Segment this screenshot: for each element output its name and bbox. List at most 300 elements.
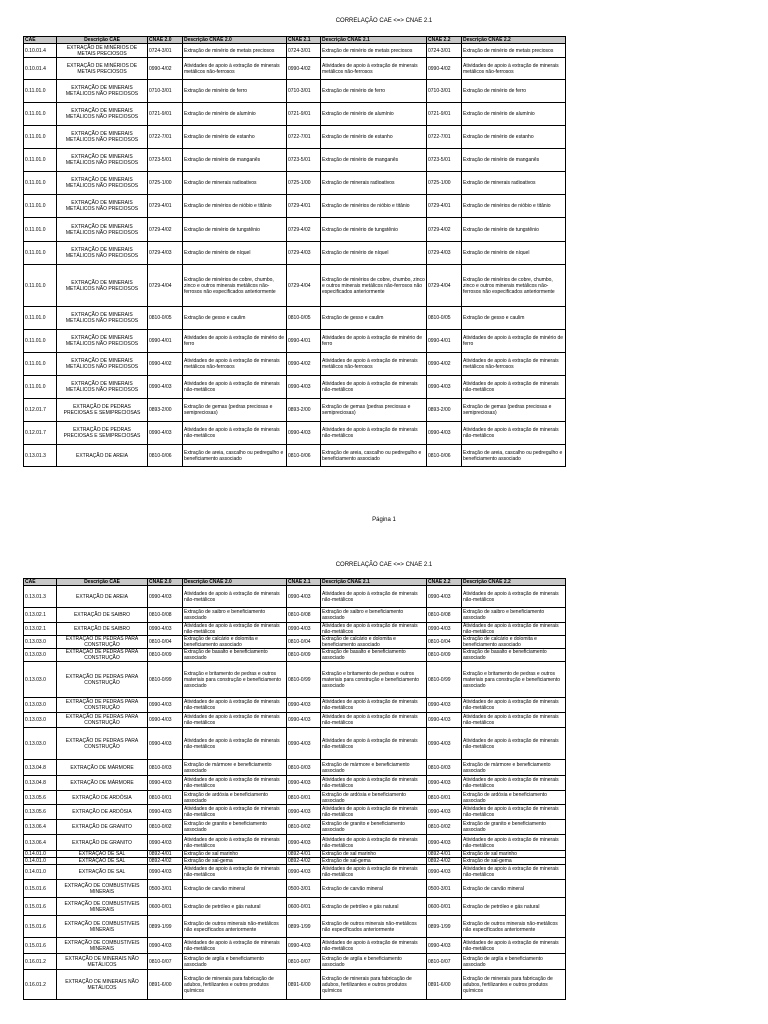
cell-cnae-22: 0810-0/05 [427,307,462,330]
cell-descricao-cnae-21: Extração de minerais radioativos [321,172,427,195]
cell-descricao-cnae-20: Extração de petróleo e gás natural [183,898,287,916]
page-number: Página 1 [372,517,396,523]
header-cnae-22: CNAE 2.2 [427,37,462,44]
sheet-title: CORRELAÇÃO CAE <=> CNAE 2.1 [335,18,433,24]
cell-descricao-cae: EXTRAÇÃO DE GRANITO [57,835,148,851]
table-row [24,698,566,713]
cell-cnae-20: 0990-4/03 [148,835,183,851]
cell-cae: 0.11.01.0 [24,376,57,399]
cell-descricao-cnae-21: Atividades de apoio à extração de minerais não-metálicos [321,713,427,728]
cell-descricao-cnae-21: Extração de minério de metais preciosos [321,44,427,58]
cell-descricao-cnae-22: Extração de outros minerais não-metálicos não especificados anteriormente [462,916,566,938]
cell-cae: 0.13.03.0 [24,662,57,698]
cell-cnae-20: 0600-0/01 [148,898,183,916]
cell-cnae-21: 0899-1/99 [287,916,321,938]
cell-descricao-cae: EXTRAÇÃO DE COMBUSTIVEIS MINERAIS [57,916,148,938]
cell-cnae-21: 0990-4/03 [287,376,321,399]
table-row [24,80,566,103]
cell-cnae-22: 0729-4/04 [427,265,462,307]
cell-cnae-21: 0990-4/03 [287,698,321,713]
cell-descricao-cae: EXTRAÇÃO DE MINERAIS METÁLICOS NÃO PRECIOSOS [57,242,148,265]
cell-descricao-cnae-22: Extração de minerais radioativos [462,172,566,195]
cell-cnae-22: 0729-4/01 [427,195,462,218]
cell-descricao-cnae-20: Atividades de apoio à extração de minerais não-metálicos [183,805,287,820]
cell-descricao-cnae-22: Extração de minério de ferro [462,80,566,103]
cell-cnae-20: 0722-7/01 [148,126,183,149]
cell-descricao-cnae-21: Extração de outros minerais não-metálicos não especificados anteriormente [321,916,427,938]
cell-descricao-cnae-22: Atividades de apoio à extração de minerais não-metálicos [462,776,566,791]
table-row [24,662,566,698]
cell-cae: 0.11.01.0 [24,195,57,218]
cell-cnae-22: 0893-2/00 [427,399,462,422]
cell-cnae-21: 0810-0/06 [287,445,321,467]
cell-cnae-22: 0990-4/03 [427,728,462,760]
cell-descricao-cae: EXTRAÇÃO DE PEDRAS PARA CONSTRUÇÃO [57,728,148,760]
cell-cnae-21: 0892-4/01 [287,851,321,858]
cell-cnae-22: 0990-4/03 [427,376,462,399]
table-header-row [24,579,566,586]
cell-descricao-cae: EXTRAÇÃO DE MINERAIS METÁLICOS NÃO PRECIOSOS [57,376,148,399]
cell-descricao-cae: EXTRAÇÃO DE MINERAIS METÁLICOS NÃO PRECIOSOS [57,353,148,376]
cell-cnae-20: 0990-4/03 [148,728,183,760]
cell-descricao-cnae-22: Extração de petróleo e gás natural [462,898,566,916]
cell-cnae-20: 0990-4/03 [148,586,183,608]
cell-descricao-cae: EXTRAÇÃO DE AREIA [57,586,148,608]
cell-descricao-cae: EXTRAÇÃO DE GRANITO [57,820,148,835]
cell-cae: 0.13.06.4 [24,820,57,835]
cell-cae: 0.13.03.0 [24,636,57,649]
cell-descricao-cnae-20: Atividades de apoio à extração de minerais não-metálicos [183,938,287,954]
cell-cae: 0.13.02.1 [24,608,57,623]
cell-descricao-cae: EXTRAÇÃO DE MINERAIS NÃO METÁLICOS [57,954,148,970]
table-body [24,586,566,1000]
header-descricao-cae: Descrição CAE [57,37,148,44]
cell-descricao-cnae-21: Atividades de apoio à extração de minerais não-metálicos [321,865,427,880]
cell-descricao-cnae-21: Atividades de apoio à extração de minerais não-metálicos [321,623,427,636]
table-row [24,172,566,195]
table-row [24,728,566,760]
cell-descricao-cnae-20: Atividades de apoio à extração de minerais não-metálicos [183,865,287,880]
cell-descricao-cnae-20: Extração de minerais radioativos [183,172,287,195]
cell-cae: 0.11.01.0 [24,126,57,149]
cell-cnae-22: 0990-4/03 [427,586,462,608]
cell-descricao-cae: EXTRAÇÃO DE PEDRAS PARA CONSTRUÇÃO [57,662,148,698]
cell-cnae-20: 0990-4/02 [148,58,183,80]
cell-cnae-21: 0810-0/05 [287,307,321,330]
cell-descricao-cnae-22: Extração de gemas (pedras preciosas e semipreciosas) [462,399,566,422]
cell-cnae-22: 0892-4/02 [427,858,462,865]
cell-descricao-cnae-20: Extração de minério de metais preciosos [183,44,287,58]
cell-descricao-cnae-20: Extração de calcário e dolomita e beneficiamento associado [183,636,287,649]
table-row [24,636,566,649]
cell-descricao-cnae-21: Atividades de apoio à extração de minerais não-metálicos [321,776,427,791]
table-row [24,970,566,1000]
cell-descricao-cnae-22: Extração de minério de estanho [462,126,566,149]
cell-descricao-cnae-20: Atividades de apoio à extração de minerais não-metálicos [183,728,287,760]
cell-descricao-cnae-20: Extração de sal-gema [183,858,287,865]
cell-cnae-21: 0810-0/01 [287,791,321,805]
cell-cnae-20: 0721-9/01 [148,103,183,126]
cell-descricao-cnae-20: Atividades de apoio à extração de minerais metálicos não-ferrosos [183,353,287,376]
cell-cnae-22: 0810-0/07 [427,954,462,970]
cell-cnae-20: 0810-0/06 [148,445,183,467]
cell-cae: 0.13.04.8 [24,760,57,776]
header-cae: CAE [24,37,57,44]
cell-descricao-cnae-22: Extração de saibro e beneficiamento associado [462,608,566,623]
cell-cae: 0.11.01.0 [24,242,57,265]
cell-cnae-20: 0990-4/01 [148,330,183,353]
cell-descricao-cae: EXTRAÇÃO DE SAIBRO [57,608,148,623]
cell-cnae-20: 0899-1/99 [148,916,183,938]
cell-cnae-20: 0725-1/00 [148,172,183,195]
cell-descricao-cnae-22: Atividades de apoio à extração de minerais não-metálicos [462,422,566,445]
cell-cnae-21: 0722-7/01 [287,126,321,149]
table-row [24,586,566,608]
cell-cnae-22: 0810-0/99 [427,662,462,698]
cell-cae: 0.13.03.0 [24,649,57,662]
cell-descricao-cnae-21: Atividades de apoio à extração de minerais não-metálicos [321,698,427,713]
table-row [24,103,566,126]
cell-cnae-20: 0990-4/03 [148,776,183,791]
sheet-title: CORRELAÇÃO CAE <=> CNAE 2.1 [335,562,433,568]
cell-cnae-22: 0990-4/03 [427,776,462,791]
cell-descricao-cnae-21: Extração de minério de ferro [321,80,427,103]
cell-descricao-cnae-21: Atividades de apoio à extração de minerais não-metálicos [321,728,427,760]
cell-cnae-20: 0990-4/03 [148,805,183,820]
cell-descricao-cae: EXTRAÇÃO DE SAL [57,851,148,858]
header-cnae-21: CNAE 2.1 [287,37,321,44]
cell-cnae-21: 0990-4/02 [287,58,321,80]
cell-cnae-21: 0724-3/01 [287,44,321,58]
cell-descricao-cnae-20: Extração de mármore e beneficiamento associado [183,760,287,776]
cell-cnae-21: 0892-4/02 [287,858,321,865]
cell-descricao-cnae-21: Atividades de apoio à extração de minerais metálicos não-ferrosos [321,58,427,80]
cell-descricao-cae: EXTRAÇÃO DE MINERAIS METÁLICOS NÃO PRECIOSOS [57,103,148,126]
header-descricao-cnae-20: Descrição CNAE 2.0 [183,37,287,44]
cell-descricao-cae: EXTRAÇÃO DE SAIBRO [57,623,148,636]
cell-cae: 0.12.01.7 [24,422,57,445]
cell-descricao-cnae-22: Atividades de apoio à extração de minerais não-metálicos [462,623,566,636]
cell-cae: 0.13.03.0 [24,698,57,713]
table-row [24,399,566,422]
cell-descricao-cnae-22: Extração de mármore e beneficiamento associado [462,760,566,776]
cell-descricao-cae: EXTRAÇÃO DE AREIA [57,445,148,467]
cell-descricao-cnae-20: Extração de minério de ferro [183,80,287,103]
cell-cnae-20: 0729-4/03 [148,242,183,265]
cell-cae: 0.16.01.2 [24,954,57,970]
cell-cnae-20: 0810-0/03 [148,760,183,776]
cell-descricao-cnae-22: Extração de carvão mineral [462,880,566,898]
cell-descricao-cae: EXTRAÇÃO DE PEDRAS PRECIOSAS E SEMIPRECIOSAS [57,399,148,422]
cell-cnae-21: 0990-4/03 [287,422,321,445]
table-row [24,791,566,805]
cell-descricao-cnae-20: Atividades de apoio à extração de minerais não-metálicos [183,776,287,791]
header-descricao-cnae-21: Descrição CNAE 2.1 [321,579,427,586]
cell-descricao-cnae-20: Extração de gemas (pedras preciosas e semipreciosas) [183,399,287,422]
cell-cnae-22: 0990-4/03 [427,805,462,820]
cell-cae: 0.13.01.3 [24,445,57,467]
cell-descricao-cae: EXTRAÇÃO DE PEDRAS PARA CONSTRUÇÃO [57,636,148,649]
cell-cnae-20: 0710-3/01 [148,80,183,103]
cell-descricao-cnae-21: Extração de areia, cascalho ou pedregulho e beneficiamento associado [321,445,427,467]
cell-descricao-cae: EXTRAÇÃO DE MINERAIS METÁLICOS NÃO PRECIOSOS [57,172,148,195]
cell-cnae-22: 0990-4/03 [427,623,462,636]
cell-descricao-cae: EXTRAÇÃO DE MÁRMORE [57,760,148,776]
cell-cnae-20: 0990-4/02 [148,353,183,376]
table-row [24,916,566,938]
cell-descricao-cnae-21: Extração de gesso e caulim [321,307,427,330]
cell-cnae-21: 0725-1/00 [287,172,321,195]
cell-descricao-cnae-20: Atividades de apoio à extração de minerais metálicos não-ferrosos [183,58,287,80]
table-row [24,954,566,970]
cell-descricao-cnae-21: Extração de ardósia e beneficiamento associado [321,791,427,805]
table-row [24,445,566,467]
cell-cnae-22: 0600-0/01 [427,898,462,916]
table-row [24,58,566,80]
header-descricao-cnae-22: Descrição CNAE 2.2 [462,37,566,44]
cell-descricao-cae: EXTRAÇÃO DE MINERAIS METÁLICOS NÃO PRECIOSOS [57,265,148,307]
cell-descricao-cnae-20: Extração de granito e beneficiamento associado [183,820,287,835]
cell-descricao-cnae-20: Atividades de apoio à extração de minerais não-metálicos [183,376,287,399]
cell-descricao-cnae-20: Extração de minério de tungstênio [183,218,287,242]
cell-cnae-21: 0990-4/03 [287,805,321,820]
cell-descricao-cae: EXTRAÇÃO DE PEDRAS PARA CONSTRUÇÃO [57,698,148,713]
table-row [24,44,566,58]
cell-cnae-21: 0990-4/03 [287,938,321,954]
cell-descricao-cae: EXTRAÇÃO DE ARDÓSIA [57,791,148,805]
cell-cnae-20: 0729-4/02 [148,218,183,242]
cell-cnae-21: 0990-4/03 [287,865,321,880]
table-row [24,623,566,636]
cell-cae: 0.11.01.0 [24,103,57,126]
cell-descricao-cnae-22: Extração de minério de níquel [462,242,566,265]
cell-descricao-cnae-20: Extração e britamento de pedras e outros materiais para construção e beneficiamento associado [183,662,287,698]
cell-descricao-cnae-22: Extração de sal-gema [462,858,566,865]
cell-descricao-cnae-20: Extração de minerais para fabricação de adubos, fertilizantes e outros produtos químicos [183,970,287,1000]
cell-cnae-22: 0810-0/01 [427,791,462,805]
cell-cnae-22: 0990-4/03 [427,713,462,728]
cell-descricao-cae: EXTRAÇÃO DE SAL [57,858,148,865]
cell-cnae-22: 0990-4/01 [427,330,462,353]
correlation-table [23,36,566,467]
cell-descricao-cnae-22: Atividades de apoio à extração de minerais não-metálicos [462,728,566,760]
cell-descricao-cnae-21: Extração de saibro e beneficiamento associado [321,608,427,623]
cell-cnae-22: 0722-7/01 [427,126,462,149]
cell-cnae-21: 0810-0/03 [287,760,321,776]
cell-descricao-cnae-22: Extração de gesso e caulim [462,307,566,330]
cell-descricao-cnae-22: Atividades de apoio à extração de minerais não-metálicos [462,713,566,728]
cell-cnae-22: 0729-4/02 [427,218,462,242]
cell-cnae-22: 0990-4/02 [427,58,462,80]
table-row [24,776,566,791]
table-row [24,851,566,858]
cell-cnae-21: 0990-4/03 [287,776,321,791]
header-descricao-cae: Descrição CAE [57,579,148,586]
cell-cae: 0.13.03.0 [24,713,57,728]
cell-descricao-cnae-21: Atividades de apoio à extração de minerais não-metálicos [321,422,427,445]
table-row [24,820,566,835]
cell-cnae-22: 0990-4/03 [427,835,462,851]
cell-descricao-cae: EXTRAÇÃO DE COMBUSTIVEIS MINERAIS [57,938,148,954]
cell-cnae-21: 0990-4/03 [287,728,321,760]
cell-cnae-22: 0810-0/06 [427,445,462,467]
table-row [24,307,566,330]
cell-descricao-cnae-20: Extração de sal marinho [183,851,287,858]
cell-cnae-22: 0990-4/03 [427,938,462,954]
cell-cnae-20: 0810-0/04 [148,636,183,649]
cell-cnae-21: 0810-0/02 [287,820,321,835]
cell-cnae-22: 0723-5/01 [427,149,462,172]
cell-descricao-cnae-21: Extração de sal-gema [321,858,427,865]
cell-descricao-cnae-22: Extração de minério de manganês [462,149,566,172]
cell-cnae-22: 0810-0/09 [427,649,462,662]
table-row [24,835,566,851]
cell-descricao-cae: EXTRAÇÃO DE ARDÓSIA [57,805,148,820]
cell-cnae-21: 0810-0/07 [287,954,321,970]
cell-descricao-cnae-22: Extração de argila e beneficiamento associado [462,954,566,970]
cell-cnae-20: 0810-0/02 [148,820,183,835]
cell-descricao-cnae-21: Extração de basalto e beneficiamento associado [321,649,427,662]
cell-cnae-22: 0810-0/04 [427,636,462,649]
cell-descricao-cnae-22: Atividades de apoio à extração de minerais não-metálicos [462,698,566,713]
cell-descricao-cnae-21: Extração de carvão mineral [321,880,427,898]
cell-descricao-cnae-21: Extração de minério de alumínio [321,103,427,126]
cell-cnae-22: 0729-4/03 [427,242,462,265]
cell-descricao-cnae-22: Atividades de apoio à extração de minerais não-metálicos [462,938,566,954]
cell-descricao-cnae-22: Extração de minérios de cobre, chumbo, zinco e outros minerais metálicos não-ferrosos não especificados anteriormente [462,265,566,307]
cell-cnae-20: 0810-0/08 [148,608,183,623]
cell-descricao-cnae-22: Extração de minério de alumínio [462,103,566,126]
cell-cnae-20: 0810-0/09 [148,649,183,662]
header-cnae-22: CNAE 2.2 [427,579,462,586]
cell-cnae-20: 0990-4/03 [148,376,183,399]
cell-cnae-20: 0724-3/01 [148,44,183,58]
cell-cnae-20: 0892-4/01 [148,851,183,858]
header-cnae-21: CNAE 2.1 [287,579,321,586]
cell-cnae-22: 0891-6/00 [427,970,462,1000]
cell-descricao-cnae-20: Extração de minérios de cobre, chumbo, zinco e outros minerais metálicos não-ferrosos não especificados anteriormente [183,265,287,307]
cell-cnae-21: 0723-5/01 [287,149,321,172]
cell-cae: 0.14.01.0 [24,858,57,865]
cell-descricao-cnae-21: Extração de minério de manganês [321,149,427,172]
cell-descricao-cnae-21: Extração de petróleo e gás natural [321,898,427,916]
cell-descricao-cnae-20: Extração de saibro e beneficiamento associado [183,608,287,623]
cell-descricao-cnae-21: Atividades de apoio à extração de minerais metálicos não-ferrosos [321,353,427,376]
cell-cae: 0.11.01.0 [24,330,57,353]
cell-descricao-cnae-22: Extração de minérios de nióbio e titânio [462,195,566,218]
cell-descricao-cnae-20: Extração de outros minerais não-metálicos não especificados anteriormente [183,916,287,938]
cell-cnae-20: 0810-0/01 [148,791,183,805]
cell-cnae-22: 0990-4/03 [427,698,462,713]
cell-cae: 0.12.01.7 [24,399,57,422]
cell-descricao-cae: EXTRAÇÃO DE COMBUSTIVEIS MINERAIS [57,898,148,916]
cell-cae: 0.13.05.6 [24,791,57,805]
cell-cnae-21: 0729-4/03 [287,242,321,265]
table-row [24,149,566,172]
cell-cae: 0.11.01.0 [24,172,57,195]
header-descricao-cnae-21: Descrição CNAE 2.1 [321,37,427,44]
cell-cnae-21: 0729-4/04 [287,265,321,307]
sheet-page-2 [0,560,768,1024]
cell-cnae-21: 0891-6/00 [287,970,321,1000]
table-row [24,898,566,916]
table-row [24,218,566,242]
cell-descricao-cnae-20: Extração de minério de alumínio [183,103,287,126]
cell-descricao-cnae-20: Atividades de apoio à extração de minério de ferro [183,330,287,353]
cell-cae: 0.13.06.4 [24,835,57,851]
table-row [24,608,566,623]
cell-descricao-cnae-20: Atividades de apoio à extração de minerais não-metálicos [183,698,287,713]
cell-descricao-cnae-22: Atividades de apoio à extração de minério de ferro [462,330,566,353]
cell-cae: 0.14.01.0 [24,851,57,858]
cell-descricao-cae: EXTRAÇÃO DE MINERAIS METÁLICOS NÃO PRECIOSOS [57,195,148,218]
cell-cnae-21: 0500-3/01 [287,880,321,898]
cell-descricao-cnae-22: Extração de areia, cascalho ou pedregulho e beneficiamento associado [462,445,566,467]
cell-descricao-cnae-22: Extração de calcário e dolomita e beneficiamento associado [462,636,566,649]
cell-cae: 0.11.01.0 [24,80,57,103]
table-row [24,880,566,898]
table-row [24,649,566,662]
cell-cnae-22: 0710-3/01 [427,80,462,103]
table-row [24,865,566,880]
cell-descricao-cnae-21: Extração de sal marinho [321,851,427,858]
cell-cnae-20: 0729-4/04 [148,265,183,307]
table-row [24,353,566,376]
cell-cnae-20: 0810-0/99 [148,662,183,698]
cell-descricao-cnae-21: Extração de minério de tungstênio [321,218,427,242]
table-row [24,760,566,776]
cell-descricao-cnae-21: Atividades de apoio à extração de minerais não-metálicos [321,805,427,820]
cell-cae: 0.13.01.3 [24,586,57,608]
cell-cae: 0.11.01.0 [24,218,57,242]
cell-cae: 0.13.05.6 [24,805,57,820]
cell-descricao-cae: EXTRAÇÃO DE MINERAIS METÁLICOS NÃO PRECIOSOS [57,149,148,172]
cell-descricao-cnae-20: Extração de gesso e caulim [183,307,287,330]
cell-cnae-21: 0990-4/03 [287,713,321,728]
cell-descricao-cnae-22: Extração de minerais para fabricação de adubos, fertilizantes e outros produtos químicos [462,970,566,1000]
table-row [24,805,566,820]
cell-cnae-20: 0990-4/03 [148,698,183,713]
cell-cnae-20: 0990-4/03 [148,623,183,636]
cell-cnae-21: 0810-0/99 [287,662,321,698]
cell-cae: 0.10.01.4 [24,44,57,58]
cell-descricao-cnae-20: Extração de areia, cascalho ou pedregulho e beneficiamento associado [183,445,287,467]
cell-descricao-cnae-20: Extração de minério de estanho [183,126,287,149]
cell-descricao-cae: EXTRAÇÃO DE MINERAIS METÁLICOS NÃO PRECIOSOS [57,218,148,242]
cell-descricao-cnae-22: Extração de minério de tungstênio [462,218,566,242]
cell-descricao-cnae-21: Extração de mármore e beneficiamento associado [321,760,427,776]
cell-descricao-cnae-22: Atividades de apoio à extração de minerais não-metálicos [462,376,566,399]
table-row [24,242,566,265]
cell-descricao-cnae-20: Atividades de apoio à extração de minerais não-metálicos [183,713,287,728]
cell-descricao-cnae-21: Extração de minerais para fabricação de adubos, fertilizantes e outros produtos químicos [321,970,427,1000]
cell-descricao-cnae-22: Atividades de apoio à extração de minerais não-metálicos [462,865,566,880]
cell-cae: 0.11.01.0 [24,265,57,307]
cell-descricao-cae: EXTRAÇÃO DE MINERAIS METÁLICOS NÃO PRECIOSOS [57,307,148,330]
cell-cnae-21: 0990-4/02 [287,353,321,376]
cell-descricao-cnae-22: Extração de sal marinho [462,851,566,858]
cell-descricao-cnae-21: Atividades de apoio à extração de minerais não-metálicos [321,586,427,608]
cell-descricao-cnae-21: Extração de minério de estanho [321,126,427,149]
cell-descricao-cnae-20: Atividades de apoio à extração de minerais não-metálicos [183,422,287,445]
cell-cae: 0.10.01.4 [24,58,57,80]
cell-descricao-cae: EXTRAÇÃO DE MINERAIS METÁLICOS NÃO PRECIOSOS [57,126,148,149]
cell-cnae-22: 0721-9/01 [427,103,462,126]
cell-descricao-cae: EXTRAÇÃO DE MINÉRIOS DE METAIS PRECIOSOS [57,44,148,58]
cell-descricao-cnae-20: Extração de ardósia e beneficiamento associado [183,791,287,805]
cell-cnae-22: 0899-1/99 [427,916,462,938]
table-row [24,376,566,399]
